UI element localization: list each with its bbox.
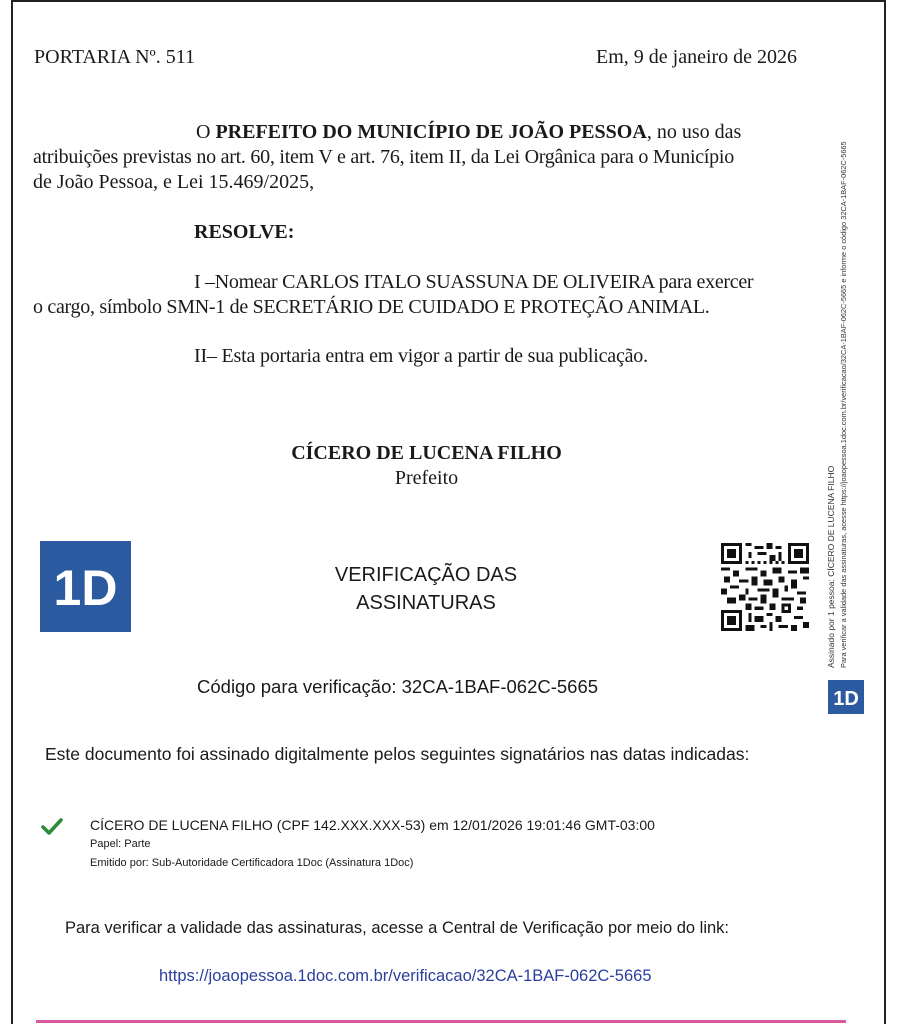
qr-code-icon — [721, 543, 809, 631]
bottom-accent-line — [36, 1020, 846, 1023]
signer-name: CÍCERO DE LUCENA FILHO — [291, 442, 562, 464]
verification-code: Código para verificação: 32CA-1BAF-062C-5665 — [197, 676, 599, 697]
page-border-left — [11, 0, 13, 1024]
intro-line-1 — [196, 120, 741, 144]
intro-line-3: de João Pessoa, e Lei 15.469/2025, — [33, 171, 315, 193]
verification-link[interactable]: https://joaopessoa.1doc.com.br/verificacao/32CA-1BAF-062C-5665 — [159, 967, 652, 985]
intro-o: O — [196, 121, 216, 143]
side-stamp-line-1: Assinado por 1 pessoa: CÍCERO DE LUCENA FILHO — [826, 465, 836, 668]
document-date: Em, 9 de janeiro de 2026 — [596, 46, 798, 68]
signer-role: Papel: Parte — [90, 838, 151, 850]
item-1-line-1: I –Nomear CARLOS ITALO SUASSUNA DE OLIVEIRA para exercer — [194, 271, 754, 293]
verification-heading — [286, 561, 566, 617]
signer-title: Prefeito — [394, 467, 459, 489]
intro-line-2: atribuições previstas no art. 60, item V e art. 76, item II, da Lei Orgânica para o Município — [33, 146, 734, 168]
side-1doc-logo — [828, 680, 864, 714]
side-1doc-logo-text: 1D — [833, 688, 859, 710]
item-1-line-2: o cargo, símbolo SMN-1 de SECRETÁRIO DE CUIDADO E PROTEÇÃO ANIMAL. — [33, 296, 710, 318]
intro-line1-rest: , no uso das — [646, 121, 742, 143]
signing-statement: Este documento foi assinado digitalmente pelos seguintes signatários nas datas indicadas: — [45, 744, 750, 764]
side-stamp-line-2: Para verificar a validade das assinaturas, acesse https://joaopessoa.1doc.com.br/verificacao/32CA-1BAF-062C-5665 e informe o código 32CA-1BAF-062C-5665 — [839, 141, 848, 668]
item-2: II– Esta portaria entra em vigor a partir de sua publicação. — [194, 345, 648, 367]
1doc-logo — [40, 541, 131, 632]
signer-issuer: Emitido por: Sub-Autoridade Certificadora 1Doc (Assinatura 1Doc) — [90, 857, 414, 869]
verification-heading-line-2: ASSINATURAS — [356, 592, 496, 614]
verification-instructions: Para verificar a validade das assinaturas, acesse a Central de Verificação por meio do link: — [65, 919, 730, 937]
1doc-logo-icon — [40, 541, 131, 632]
portaria-number: PORTARIA Nº. 511 — [34, 46, 196, 68]
page-border-top — [11, 0, 886, 2]
checkmark-icon — [40, 814, 64, 838]
intro-authority: PREFEITO DO MUNICÍPIO DE JOÃO PESSOA — [215, 121, 647, 143]
verification-heading-line-1: VERIFICAÇÃO DAS — [334, 564, 518, 586]
side-1doc-logo-icon — [828, 680, 864, 714]
page-border-right — [884, 0, 886, 1024]
signer-entry: CÍCERO DE LUCENA FILHO (CPF 142.XXX.XXX-53) em 12/01/2026 19:01:46 GMT-03:00 — [90, 817, 655, 833]
resolve-heading: RESOLVE: — [194, 221, 295, 243]
1doc-logo-text: 1D — [53, 560, 118, 616]
